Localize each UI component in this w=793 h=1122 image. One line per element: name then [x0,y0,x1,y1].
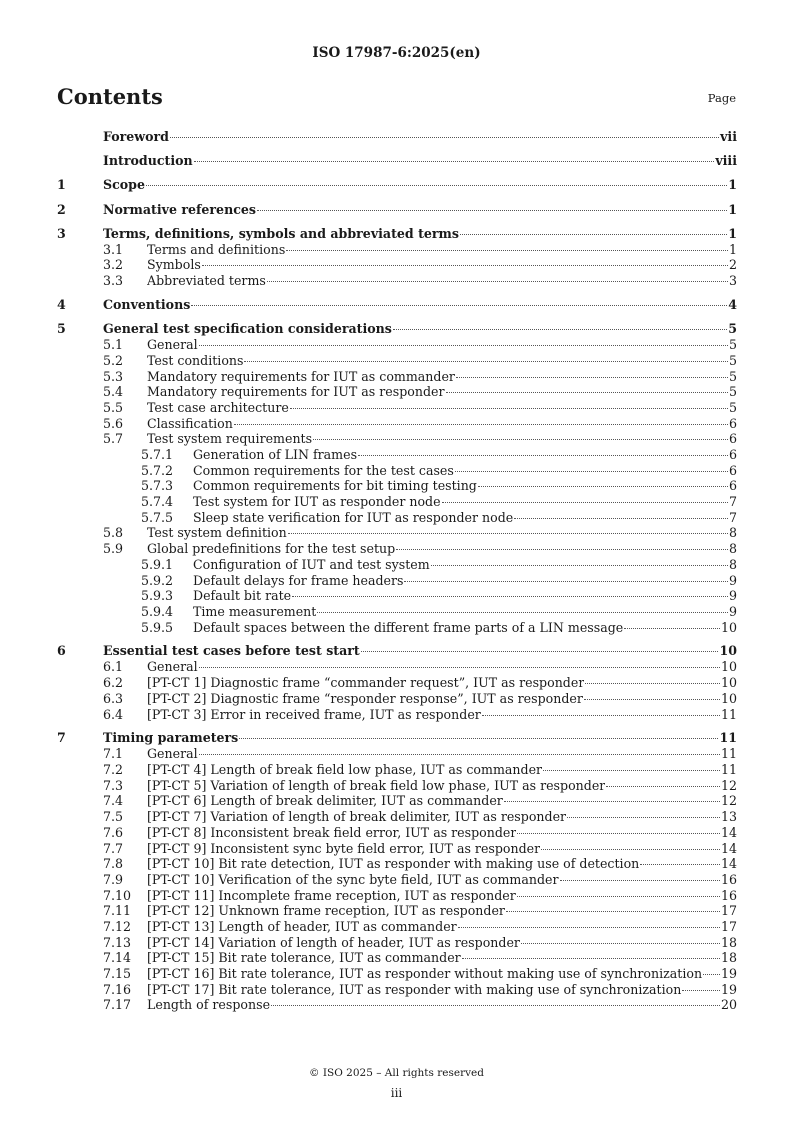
toc-entry-title[interactable]: Default spaces between the different frame parts of a LIN message [193,619,624,635]
toc-entry[interactable] [57,856,737,872]
toc-entry-page[interactable]: 14 [720,856,737,872]
toc-entry-title[interactable]: [PT-CT 7] Variation of length of break delimiter, IUT as responder [147,809,567,825]
toc-entry-number: 5.9.1 [141,556,174,572]
toc-entry[interactable] [57,478,737,494]
toc-entry[interactable] [57,541,737,557]
dot-leader [460,234,727,235]
dot-leader [290,408,728,409]
toc-entry-title[interactable]: [PT-CT 12] Unknown frame reception, IUT as responder [147,903,505,919]
toc-entry[interactable] [57,202,737,218]
dot-leader [286,250,728,251]
dot-leader [313,439,728,440]
toc-entry-title[interactable]: Conventions [103,297,191,312]
toc-entry-number: 5.5 [103,399,124,415]
toc-entry-page[interactable]: 10 [720,675,737,691]
toc-entry-number: 3.1 [103,241,124,257]
dot-leader [585,683,720,684]
toc-entry-page[interactable]: 5 [728,399,737,415]
toc-entry-title[interactable]: [PT-CT 6] Length of break delimiter, IUT as commander [147,793,503,809]
dot-leader [361,651,719,652]
toc-entry-title[interactable]: [PT-CT 10] Bit rate detection, IUT as responder with making use of detection [147,856,640,872]
toc-entry[interactable] [57,903,737,919]
toc-entry-title[interactable]: [PT-CT 4] Length of break field low phase, IUT as commander [147,762,543,778]
toc-entry-page[interactable]: 5 [728,321,737,337]
toc-entry-title[interactable]: Test system definition [147,525,287,541]
dot-leader [202,265,728,266]
toc-entry-number: 5.4 [103,384,124,400]
toc-entry-title[interactable]: Test system for IUT as responder node [193,494,441,510]
toc-entry[interactable] [57,384,737,400]
toc-entry-page[interactable]: 8 [728,556,737,572]
toc-entry-page[interactable]: 1 [728,201,737,217]
toc-entry[interactable] [57,746,737,762]
dot-leader [682,990,720,991]
toc-entry-page[interactable]: 11 [720,706,737,722]
dot-leader [455,471,728,472]
toc-entry[interactable] [57,557,737,573]
toc-entry-title[interactable]: [PT-CT 13] Length of header, IUT as commander [147,918,457,934]
toc-entry[interactable] [57,825,737,841]
toc-entry-number: 5.7 [103,431,124,447]
toc-entry-page[interactable]: 11 [720,762,737,778]
toc-entry-title[interactable]: [PT-CT 3] Error in received frame, IUT as responder [147,706,481,722]
toc-entry-page[interactable]: 6 [728,431,737,447]
toc-entry-page[interactable]: 10 [720,619,737,635]
dot-leader [517,833,720,834]
dot-leader [239,738,718,739]
dot-leader [482,715,720,716]
dot-leader [506,911,720,912]
toc-entry[interactable] [57,273,737,289]
toc-entry[interactable] [57,841,737,857]
toc-entry-title[interactable]: General [147,746,198,762]
toc-entry-title[interactable]: Global predefinitions for the test setup [147,541,396,557]
toc-entry-title[interactable]: Time measurement [193,603,317,619]
toc-entry-title[interactable]: [PT-CT 16] Bit rate tolerance, IUT as responder without making use of synchronization [147,966,703,981]
toc-entry-title[interactable]: [PT-CT 9] Inconsistent sync byte field error, IUT as responder [147,840,541,856]
toc-entry-page[interactable]: 2 [728,257,737,273]
toc-entry-title[interactable]: Common requirements for bit timing testing [193,478,477,494]
dot-leader [234,424,728,425]
toc-entry-number: 5.1 [103,337,124,353]
dot-leader [606,786,720,787]
toc-entry-page[interactable]: 11 [719,730,737,746]
toc-entry-page[interactable]: 16 [720,871,737,887]
dot-leader [358,455,728,456]
toc-entry-title[interactable]: Test conditions [147,352,244,368]
toc-entry[interactable] [57,510,737,526]
page-column-label: Page [707,91,736,105]
toc-entry-page[interactable]: viii [715,153,737,169]
toc-entry-number: 7.16 [103,981,132,997]
toc-entry-number: 5.7.2 [141,462,174,478]
toc-entry-title[interactable]: Sleep state verification for IUT as responder node [193,509,514,525]
toc-entry-number: 6.3 [103,690,124,706]
dot-leader [584,699,720,700]
toc-entry-page[interactable]: 10 [720,690,737,706]
toc-entry-number: 7.7 [103,840,124,856]
toc-entry-number: 7.13 [103,934,132,950]
dot-leader [456,377,728,378]
dot-leader [458,927,720,928]
toc-entry-page[interactable]: 14 [720,840,737,856]
dot-leader [292,596,728,597]
toc-entry-number: 6 [57,643,66,659]
toc-entry-page[interactable]: 7 [728,509,737,525]
dot-leader [396,549,728,550]
toc-entry-number: 3.3 [103,273,124,289]
toc-entry-page[interactable]: 12 [720,777,737,793]
dot-leader [478,486,728,487]
toc-entry-number: 4 [57,297,66,312]
dot-leader [199,754,720,755]
dot-leader [640,864,720,865]
toc-entry-title[interactable]: [PT-CT 10] Verification of the sync byte field, IUT as commander [147,871,559,887]
toc-entry-title[interactable]: Symbols [147,257,201,273]
toc-entry-page[interactable]: 17 [720,903,737,919]
toc-entry[interactable] [57,935,737,951]
dot-leader [624,628,720,629]
toc-entry-number: 5.7.1 [141,447,174,462]
toc-entry-number: 7.3 [103,777,124,793]
dot-leader [442,502,728,503]
dot-leader [194,161,715,162]
toc-entry[interactable] [57,226,737,242]
dot-leader [199,667,720,668]
toc-entry-number: 5.9.2 [141,572,174,588]
toc-entry[interactable] [57,400,737,416]
toc-entry-title[interactable]: [PT-CT 2] Diagnostic frame “responder response”, IUT as responder [147,690,583,706]
dot-leader [543,770,720,771]
toc-entry-page[interactable]: 14 [720,824,737,840]
toc-entry-page[interactable]: 8 [728,525,737,541]
toc-entry[interactable] [57,872,737,888]
toc-entry[interactable] [57,691,737,707]
toc-entry-page[interactable]: 4 [728,297,737,312]
toc-entry-title[interactable]: Scope [103,177,145,193]
toc-entry-page[interactable]: 9 [728,572,737,588]
toc-entry[interactable] [57,643,737,659]
dot-leader [191,305,727,306]
toc-entry[interactable] [57,353,737,369]
toc-entry-number: 7.14 [103,950,132,966]
dot-leader [199,345,728,346]
toc-entry-number: 7.17 [103,997,132,1013]
toc-entry[interactable] [57,242,737,258]
toc-entry-number: 5.7.5 [141,509,174,525]
toc-entry-page[interactable]: vii [720,129,737,144]
toc-entry[interactable] [57,129,737,145]
toc-entry[interactable] [57,447,737,463]
toc-entry-number: 7.8 [103,856,124,872]
toc-entry[interactable] [57,153,737,169]
toc-entry-number: 7.4 [103,793,124,809]
toc-entry-title[interactable]: Foreword [103,129,169,144]
dot-leader [317,612,728,613]
toc-entry-number: 5.2 [103,352,124,368]
toc-entry-page[interactable]: 9 [728,603,737,619]
dot-leader [393,329,727,330]
toc-entry-title[interactable]: Test case architecture [147,399,289,415]
toc-entry[interactable] [57,588,737,604]
toc-entry-page[interactable]: 8 [728,541,737,557]
toc-entry[interactable] [57,997,737,1013]
toc-entry[interactable] [57,707,737,723]
dot-leader [560,880,720,881]
toc-entry-title[interactable]: [PT-CT 8] Inconsistent break field error, IUT as responder [147,824,517,840]
toc-entry-page[interactable]: 16 [720,887,737,903]
toc-entry-page[interactable]: 18 [720,934,737,950]
dot-leader [521,943,720,944]
toc-entry-page[interactable]: 11 [720,746,737,762]
dot-leader [146,185,727,186]
page-title: Contents [57,84,163,109]
toc-entry[interactable] [57,177,737,193]
toc-entry-title[interactable]: [PT-CT 1] Diagnostic frame “commander request”, IUT as responder [147,675,585,691]
dot-leader [271,1005,720,1006]
toc-entry-page[interactable]: 10 [719,643,737,659]
toc-entry-page[interactable]: 19 [720,981,737,997]
dot-leader [462,958,720,959]
dot-leader [431,565,728,566]
toc-entry-title[interactable]: Normative references [103,201,257,217]
dot-leader [541,849,720,850]
dot-leader [446,392,728,393]
toc-entry-title[interactable]: [PT-CT 15] Bit rate tolerance, IUT as commander [147,950,461,966]
dot-leader [703,974,720,975]
toc-entry-title[interactable]: [PT-CT 14] Variation of length of header, IUT as responder [147,934,520,950]
toc-entry-page[interactable]: 5 [728,337,737,353]
toc-entry-title[interactable]: Length of response [147,997,271,1013]
toc-entry-title[interactable]: Introduction [103,153,193,169]
toc-entry-title[interactable]: General [147,659,198,675]
toc-entry[interactable] [57,321,737,337]
toc-entry-title[interactable]: Configuration of IUT and test system [193,556,430,572]
toc-entry-page[interactable]: 6 [728,478,737,494]
toc-entry-number: 3 [57,225,66,241]
toc-entry-title[interactable]: Terms and definitions [147,241,286,257]
toc-entry-number: 5.7.4 [141,494,174,510]
toc-entry-page[interactable]: 12 [720,793,737,809]
toc-entry-title[interactable]: [PT-CT 5] Variation of length of break field low phase, IUT as responder [147,777,606,793]
toc-entry[interactable] [57,494,737,510]
toc-entry[interactable] [57,525,737,541]
toc-entry-page[interactable]: 9 [728,588,737,604]
toc-entry-number: 3.2 [103,257,124,273]
toc-entry[interactable] [57,888,737,904]
toc-entry-title[interactable]: Timing parameters [103,730,239,746]
toc-entry-number: 6.4 [103,706,124,722]
toc-entry-title[interactable]: [PT-CT 11] Incomplete frame reception, IUT as responder [147,887,516,903]
toc-entry-number: 7.10 [103,887,132,903]
toc-entry-title[interactable]: Terms, definitions, symbols and abbreviated terms [103,225,459,241]
toc-entry[interactable] [57,659,737,675]
toc-entry-page[interactable]: 17 [720,918,737,934]
toc-entry-title[interactable]: General test specification considerations [103,321,392,337]
dot-leader [504,801,720,802]
toc-entry[interactable] [57,919,737,935]
toc-entry[interactable] [57,297,737,313]
toc-entry-page[interactable]: 20 [720,997,737,1013]
toc-entry-title[interactable]: Test system requirements [147,431,313,447]
dot-leader [170,137,719,138]
toc-entry-title[interactable]: Default delays for frame headers [193,572,404,588]
toc-entry-number: 5.8 [103,525,124,541]
toc-entry[interactable] [57,337,737,353]
toc-entry-title[interactable]: Classification [147,415,233,431]
dot-leader [244,361,728,362]
toc-entry-title[interactable]: Essential test cases before test start [103,643,360,659]
toc-entry[interactable] [57,982,737,998]
toc-entry[interactable] [57,369,737,385]
toc-entry[interactable] [57,463,737,479]
toc-entry-title[interactable]: General [147,337,198,353]
toc-entry-title[interactable]: Common requirements for the test cases [193,462,454,478]
toc-entry[interactable] [57,762,737,778]
dot-leader [517,896,720,897]
toc-entry[interactable] [57,416,737,432]
copyright-footer: © ISO 2025 – All rights reserved [309,1067,484,1079]
toc-entry-page[interactable]: 13 [720,809,737,825]
toc-entry-title[interactable]: Default bit rate [193,588,292,604]
toc-entry-page[interactable]: 1 [728,177,737,193]
toc-entry-number: 2 [57,201,66,217]
toc-entry-title[interactable]: [PT-CT 17] Bit rate tolerance, IUT as responder with making use of synchronization [147,981,682,997]
toc-entry[interactable] [57,604,737,620]
toc-entry-page[interactable]: 10 [720,659,737,675]
toc-entry-title[interactable]: Generation of LIN frames [193,447,358,462]
dot-leader [567,817,720,818]
toc-entry-number: 5.9.3 [141,588,174,604]
toc-entry-page[interactable]: 19 [720,966,737,981]
toc-entry[interactable] [57,730,737,746]
toc-entry[interactable] [57,257,737,273]
toc-entry-number: 7.6 [103,824,124,840]
toc-entry-page[interactable]: 6 [728,462,737,478]
toc-entry-number: 5 [57,321,66,337]
toc-entry[interactable] [57,793,737,809]
table-of-contents [57,129,737,1013]
toc-entry-number: 5.6 [103,415,124,431]
toc-entry-number: 5.7.3 [141,478,174,494]
toc-entry-page[interactable]: 6 [728,415,737,431]
toc-entry-page[interactable]: 5 [728,384,737,400]
toc-entry[interactable] [57,675,737,691]
toc-entry[interactable] [57,778,737,794]
toc-entry-number: 6.2 [103,675,124,691]
toc-entry[interactable] [57,620,737,636]
toc-entry-number: 5.9 [103,541,124,557]
toc-entry-page[interactable]: 1 [728,225,737,241]
toc-entry-page[interactable]: 3 [728,273,737,289]
dot-leader [267,281,728,282]
toc-entry[interactable] [57,950,737,966]
toc-entry-number: 5.3 [103,368,124,384]
toc-entry-page[interactable]: 5 [728,352,737,368]
toc-entry-number: 7.1 [103,746,124,762]
toc-entry-number: 7.11 [103,903,132,919]
toc-entry-number: 6.1 [103,659,124,675]
toc-entry-number: 5.9.4 [141,603,174,619]
toc-entry-page[interactable]: 5 [728,368,737,384]
toc-entry-number: 1 [57,177,66,193]
toc-entry-page[interactable]: 18 [720,950,737,966]
toc-entry[interactable] [57,809,737,825]
document-header: ISO 17987-6:2025(en) [312,45,481,61]
toc-entry[interactable] [57,966,737,982]
toc-entry-number: 7.2 [103,762,124,778]
dot-leader [288,533,728,534]
toc-entry[interactable] [57,573,737,589]
dot-leader [514,518,728,519]
toc-entry-page[interactable]: 1 [728,241,737,257]
toc-entry-number: 7.5 [103,809,124,825]
toc-entry-title[interactable]: Mandatory requirements for IUT as commander [147,368,455,384]
toc-entry-number: 7.9 [103,871,124,887]
toc-entry-number: 7.15 [103,966,132,981]
toc-entry-number: 7.12 [103,918,132,934]
toc-entry-page[interactable]: 7 [728,494,737,510]
page-number: iii [390,1086,403,1100]
toc-entry[interactable] [57,431,737,447]
dot-leader [404,581,728,582]
toc-entry-title[interactable]: Mandatory requirements for IUT as responder [147,384,445,400]
toc-entry-title[interactable]: Abbreviated terms [147,273,266,289]
toc-entry-page[interactable]: 6 [728,447,737,462]
toc-entry-number: 7 [57,730,66,746]
toc-entry-number: 5.9.5 [141,619,174,635]
dot-leader [257,210,727,211]
